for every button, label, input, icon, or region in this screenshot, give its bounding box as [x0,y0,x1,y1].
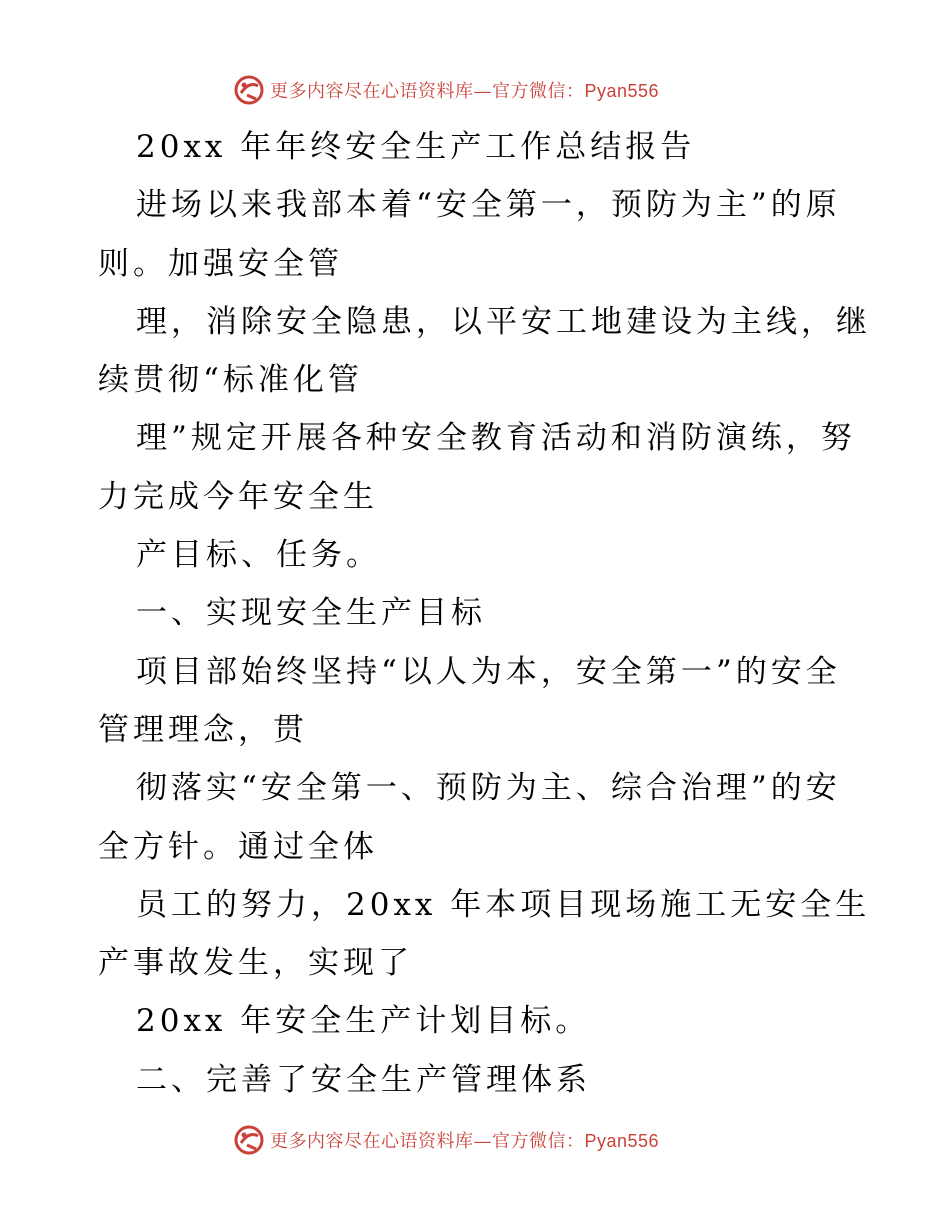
paragraph-line: 全方针。通过全体 [98,828,378,865]
paragraph-line: 产目标、任务。 [136,537,381,574]
paragraph-line: 理”规定开展各种安全教育活动和消防演练，努 [136,420,856,457]
document-body [98,118,871,1109]
paragraph-line: 续贯彻“标准化管 [98,362,363,399]
footer-banner-account: Pyan556 [584,1131,660,1151]
paragraph-line: 进场以来我部本着“安全第一，预防为主”的原 [136,187,841,224]
seal-logo-icon [232,73,266,107]
paragraph-line: 20xx 年安全生产计划目标。 [136,1003,591,1040]
header-banner-text: 更多内容尽在心语资料库—官方微信：Pyan556 [270,81,660,102]
paragraph-line: 管理理念，贯 [98,711,308,748]
footer-banner-text: 更多内容尽在心语资料库—官方微信：Pyan556 [270,1131,660,1152]
paragraph-line: 理，消除安全隐患，以平安工地建设为主线，继 [136,303,871,340]
header-watermark-banner [232,72,659,108]
document-title: 20xx 年年终安全生产工作总结报告 [136,129,696,165]
paragraph-line: 则。加强安全管 [98,245,343,282]
paragraph-line: 员工的努力，20xx 年本项目现场施工无安全生 [136,886,871,923]
section-heading: 一、实现安全生产目标 [136,595,486,632]
paragraph-line: 力完成今年安全生 [98,478,378,515]
header-banner-account: Pyan556 [584,81,660,101]
section-heading: 二、完善了安全生产管理体系 [136,1061,591,1098]
paragraph-line: 彻落实“安全第一、预防为主、综合治理”的安 [136,770,841,807]
paragraph-line: 产事故发生，实现了 [98,945,413,982]
footer-watermark-banner [232,1122,659,1158]
paragraph-line: 项目部始终坚持“以人为本，安全第一”的安全 [136,653,841,690]
seal-logo-icon [232,1123,266,1157]
